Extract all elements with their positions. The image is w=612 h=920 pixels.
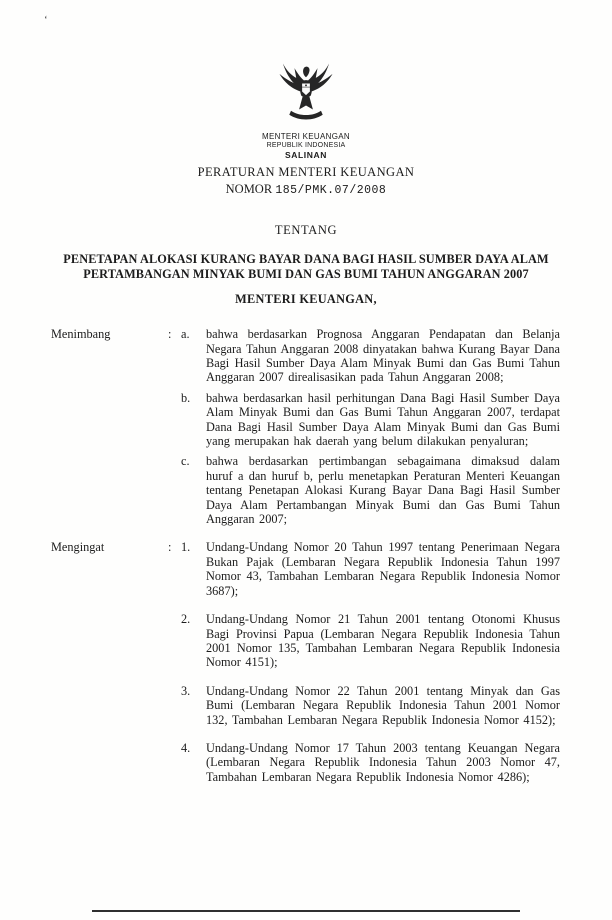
item-text: Undang-Undang Nomor 21 Tahun 2001 tentang Otonomi Khusus Bagi Provinsi Papua (Lembaran Negara Republik Indonesia Tahun 2001 Nomor 135, Tambahan Lembaran Negara Republik Indonesia Nomor 4151); [206, 612, 560, 670]
legal-basis-item [181, 684, 560, 727]
copy-type-label: SALINAN [285, 150, 327, 160]
section-label: Mengingat [51, 540, 105, 555]
item-text: bahwa berdasarkan hasil perhitungan Dana Bagi Hasil Sumber Daya Alam Minyak Bumi dan Gas Bumi Tahun Anggaran 2007, terdapat Dana Bagi Hasil Sumber Daya Alam Minyak Bumi dan Gas Bumi yang merupakan hak daerah yang belum dilakukan penyaluran; [206, 390, 560, 449]
issuer-name: MENTERI KEUANGAN, [235, 292, 377, 307]
number-value: 185/PMK.07/2008 [275, 184, 387, 197]
item-marker: 3. [181, 683, 191, 698]
garuda-pancasila-icon [0, 60, 612, 128]
item-marker: 1. [181, 540, 191, 555]
section-mengingat [51, 540, 560, 798]
document-title: PENETAPAN ALOKASI KURANG BAYAR DANA BAGI HASIL SUMBER DAYA ALAM PERTAMBANGAN MINYAK BUMI DAN GAS BUMI TAHUN ANGGARAN 2007 [63, 252, 549, 281]
item-text: bahwa berdasarkan Prognosa Anggaran Pendapatan dan Belanja Negara Tahun Anggaran 2008 dinyatakan bahwa Kurang Bayar Dana Bagi Hasil Sumber Daya Alam Minyak Bumi dan Gas Bumi Tahun Anggaran 2007 direalisasikan pada Tahun Anggaran 2008; [206, 327, 560, 385]
item-marker: b. [181, 390, 191, 405]
legal-basis-list [181, 540, 560, 798]
section-label: Menimbang [51, 327, 111, 342]
ministry-name: MENTERI KEUANGAN [262, 132, 350, 141]
document-header [0, 0, 612, 307]
item-marker: 2. [181, 612, 191, 627]
consideration-item [181, 327, 560, 385]
item-marker: c. [181, 454, 190, 469]
number-label: NOMOR [225, 182, 273, 196]
legal-basis-item [181, 741, 560, 784]
legal-basis-item [181, 612, 560, 670]
item-marker: 4. [181, 740, 191, 755]
tentang-label: TENTANG [274, 223, 338, 237]
section-colon: : [168, 327, 172, 342]
legal-basis-item [181, 540, 560, 598]
regulation-number [0, 182, 612, 197]
item-text: Undang-Undang Nomor 20 Tahun 1997 tentang Penerimaan Negara Bukan Pajak (Lembaran Negara Republik Indonesia Tahun 1997 Nomor 43, Tambahan Lembaran Negara Republik Indonesia Nomor 3687); [206, 540, 560, 598]
item-text: bahwa berdasarkan pertimbangan sebagaimana dimaksud dalam huruf a dan huruf b, perlu menetapkan Peraturan Menteri Keuangan tentang Penetapan Alokasi Kurang Bayar Dana Bagi Hasil Sumber Daya Alam Pertambangan Minyak Bumi dan Gas Bumi Tahun Anggaran 2007; [206, 454, 560, 527]
scan-artifact: ‘ [44, 14, 48, 26]
consideration-item [181, 454, 560, 526]
item-text: Undang-Undang Nomor 22 Tahun 2001 tentang Minyak dan Gas Bumi (Lembaran Negara Republik Indonesia Tahun 2001 Nomor 132, Tambahan Lembaran Negara Republik Indonesia Nomor 4152); [206, 683, 560, 727]
consideration-item [181, 391, 560, 449]
section-menimbang [51, 327, 560, 532]
document-body [0, 307, 612, 798]
footer-rule [92, 910, 520, 912]
republic-name: REPUBLIK INDONESIA [266, 142, 346, 149]
regulation-type: PERATURAN MENTERI KEUANGAN [197, 165, 415, 179]
section-colon: : [168, 540, 172, 555]
item-text: Undang-Undang Nomor 17 Tahun 2003 tentang Keuangan Negara (Lembaran Negara Republik Indonesia Tahun 2003 Nomor 47, Tambahan Lembaran Negara Republik Indonesia Nomor 4286); [206, 740, 560, 784]
consideration-list [181, 327, 560, 532]
item-marker: a. [181, 327, 190, 342]
